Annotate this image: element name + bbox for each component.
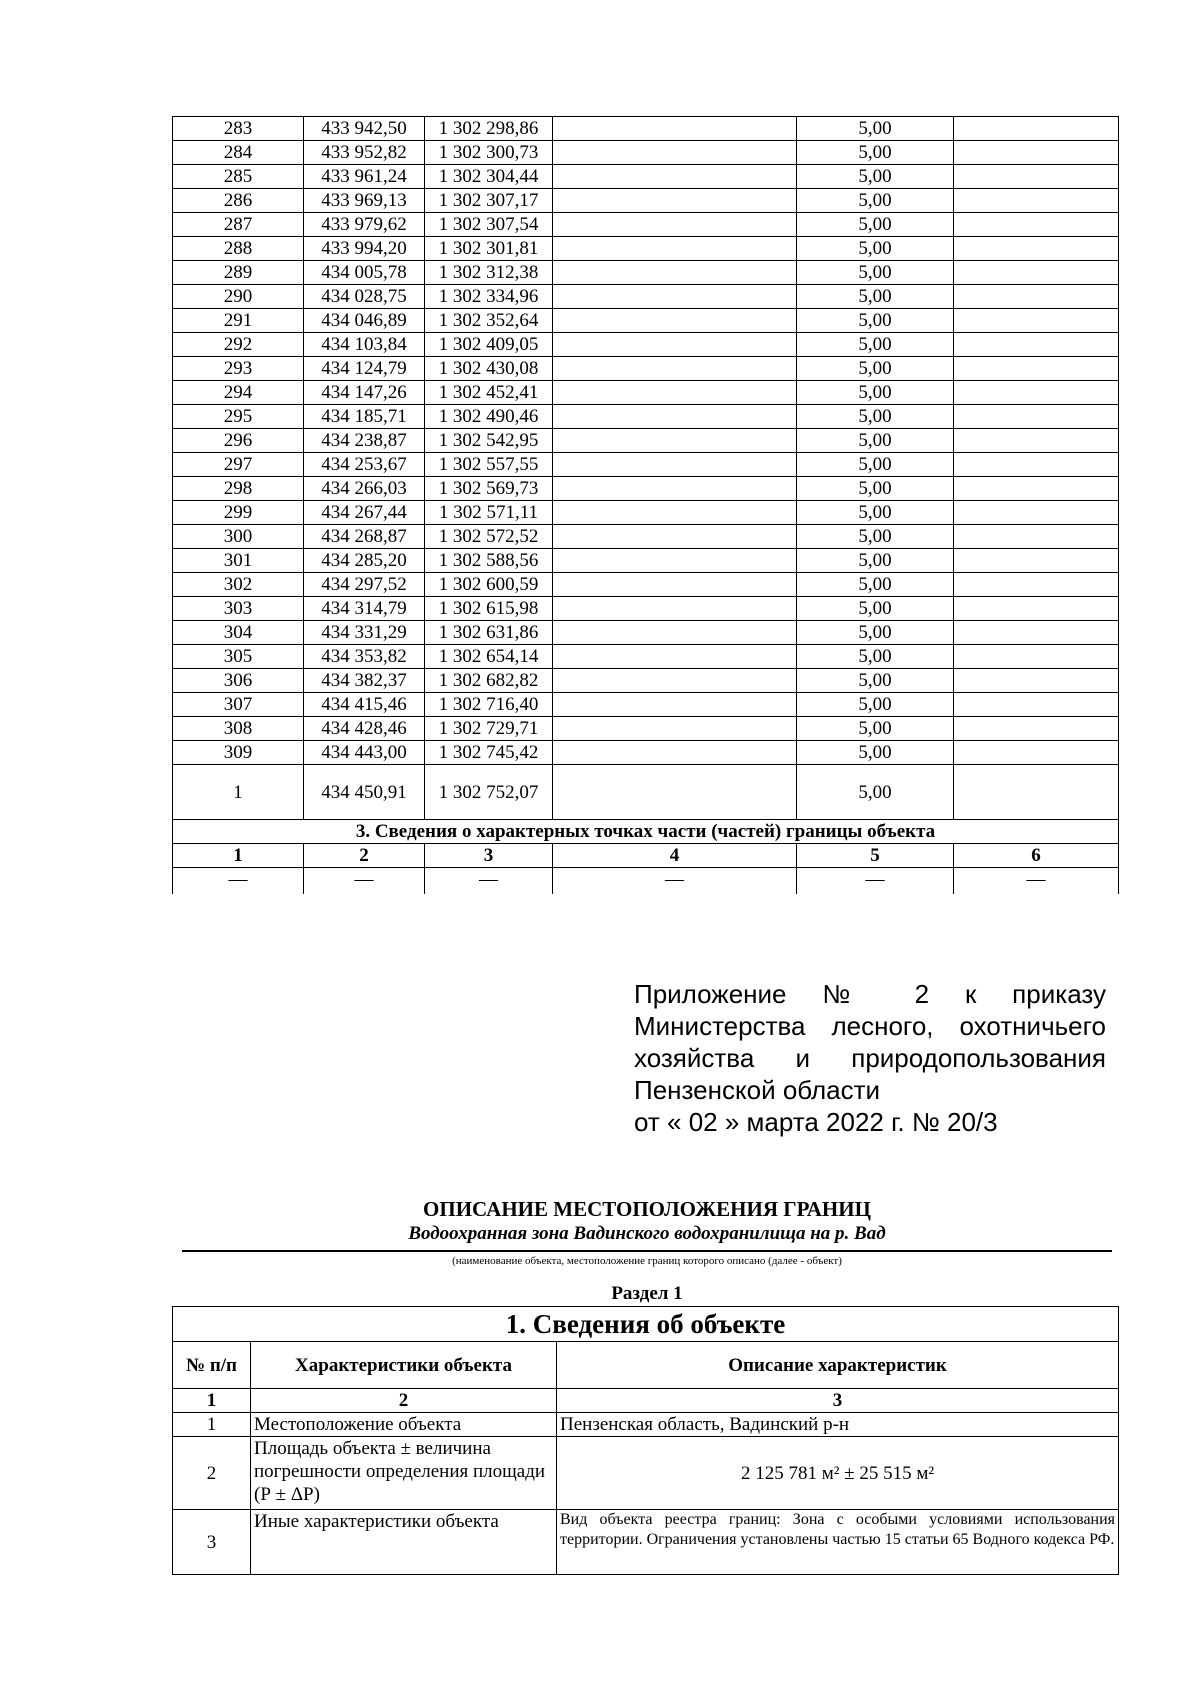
table-row [173,1510,1119,1575]
table-row [173,189,1119,213]
row-characteristic: Иные характеристики объекта [251,1510,557,1575]
method-cell [553,477,797,501]
y-coordinate-cell: 1 302 631,86 [425,621,553,645]
method-cell [553,381,797,405]
x-coordinate-cell: 434 124,79 [304,357,425,381]
dash-cell: — [304,868,425,895]
table-row [173,165,1119,189]
point-number-cell: 308 [173,717,304,741]
method-cell [553,645,797,669]
point-number-cell: 283 [173,117,304,141]
precision-cell: 5,00 [797,261,954,285]
method-cell [553,453,797,477]
table-row [173,309,1119,333]
table-row [173,621,1119,645]
y-coordinate-cell: 1 302 745,42 [425,741,553,765]
precision-cell: 5,00 [797,525,954,549]
y-coordinate-cell: 1 302 600,59 [425,573,553,597]
precision-cell: 5,00 [797,213,954,237]
section-title: Раздел 1 [611,1283,683,1304]
method-cell [553,573,797,597]
table-row [173,405,1119,429]
description-cell [954,381,1119,405]
precision-cell: 5,00 [797,381,954,405]
point-number-cell: 286 [173,189,304,213]
description-cell [954,309,1119,333]
row-number: 1 [173,1413,251,1437]
object-info-table [172,1306,1119,1575]
x-coordinate-cell: 434 253,67 [304,453,425,477]
col-header-characteristic: Характеристики объекта [251,1342,557,1389]
method-cell [553,525,797,549]
y-coordinate-cell: 1 302 301,81 [425,237,553,261]
table-row [173,213,1119,237]
point-number-cell: 299 [173,501,304,525]
table-row [173,429,1119,453]
description-cell [954,765,1119,820]
col-number-3: 3 [557,1389,1119,1413]
table-row [173,1413,1119,1437]
object-name-caption: (наименование объекта, местоположение границ которого описано (далее - объект) [452,1255,842,1267]
description-cell [954,261,1119,285]
table-row [173,645,1119,669]
precision-cell: 5,00 [797,645,954,669]
dash-cell: — [954,868,1119,895]
precision-cell: 5,00 [797,501,954,525]
table-row [173,669,1119,693]
x-coordinate-cell: 434 267,44 [304,501,425,525]
y-coordinate-cell: 1 302 682,82 [425,669,553,693]
appendix-line-2: Министерства лесного, охотничьего [634,1011,1106,1041]
y-coordinate-cell: 1 302 307,17 [425,189,553,213]
description-cell [954,165,1119,189]
precision-cell: 5,00 [797,717,954,741]
info-table-title: 1. Сведения об объекте [173,1307,1119,1342]
appendix-note [634,978,1106,1138]
table-row [173,261,1119,285]
precision-cell: 5,00 [797,573,954,597]
description-cell [954,117,1119,141]
description-cell [954,717,1119,741]
description-cell [954,621,1119,645]
method-cell [553,189,797,213]
y-coordinate-cell: 1 302 300,73 [425,141,553,165]
dash-cell: — [173,868,304,895]
description-cell [954,525,1119,549]
x-coordinate-cell: 434 046,89 [304,309,425,333]
point-number-cell: 300 [173,525,304,549]
point-number-cell: 294 [173,381,304,405]
point-number-cell: 298 [173,477,304,501]
y-coordinate-cell: 1 302 312,38 [425,261,553,285]
precision-cell: 5,00 [797,693,954,717]
description-cell [954,573,1119,597]
y-coordinate-cell: 1 302 569,73 [425,477,553,501]
x-coordinate-cell: 434 266,03 [304,477,425,501]
x-coordinate-cell: 434 450,91 [304,765,425,820]
table-row [173,453,1119,477]
precision-cell: 5,00 [797,549,954,573]
x-coordinate-cell: 433 952,82 [304,141,425,165]
method-cell [553,333,797,357]
appendix-line-5: от « 02 » марта 2022 г. № 20/3 [634,1107,998,1137]
table-row [173,141,1119,165]
method-cell [553,117,797,141]
appendix-line-3: хозяйства и природопользования [634,1043,1106,1073]
row-description: 2 125 781 м² ± 25 515 м² [557,1437,1119,1510]
point-number-cell: 307 [173,693,304,717]
precision-cell: 5,00 [797,429,954,453]
dash-cell: — [553,868,797,895]
x-coordinate-cell: 434 285,20 [304,549,425,573]
coordinates-table-body [173,117,1119,895]
table-row [173,693,1119,717]
precision-cell: 5,00 [797,237,954,261]
table-row [173,573,1119,597]
table-row [173,597,1119,621]
point-number-cell: 295 [173,405,304,429]
table-row [173,525,1119,549]
row-description: Вид объекта реестра границ: Зона с особыми условиями использования территории. Ограничения установлены частью 15 статьи 65 Водного кодекса РФ. [557,1510,1119,1575]
description-cell [954,285,1119,309]
table-row [173,117,1119,141]
col-number: 1 [173,844,304,868]
precision-cell: 5,00 [797,621,954,645]
point-number-cell: 289 [173,261,304,285]
point-number-cell: 301 [173,549,304,573]
section3-colnum-row [173,844,1119,868]
table-row [173,765,1119,820]
point-number-cell: 291 [173,309,304,333]
description-cell [954,333,1119,357]
precision-cell: 5,00 [797,669,954,693]
method-cell [553,501,797,525]
y-coordinate-cell: 1 302 571,11 [425,501,553,525]
y-coordinate-cell: 1 302 307,54 [425,213,553,237]
precision-cell: 5,00 [797,309,954,333]
x-coordinate-cell: 434 103,84 [304,333,425,357]
precision-cell: 5,00 [797,165,954,189]
x-coordinate-cell: 434 297,52 [304,573,425,597]
point-number-cell: 290 [173,285,304,309]
description-cell [954,741,1119,765]
row-description: Пензенская область, Вадинский р-н [557,1413,1119,1437]
description-cell [954,693,1119,717]
y-coordinate-cell: 1 302 298,86 [425,117,553,141]
row-number: 3 [173,1510,251,1575]
precision-cell: 5,00 [797,285,954,309]
description-cell [954,189,1119,213]
point-number-cell: 288 [173,237,304,261]
y-coordinate-cell: 1 302 542,95 [425,429,553,453]
method-cell [553,549,797,573]
appendix-line-1: Приложение № 2 к приказу [634,979,1106,1009]
x-coordinate-cell: 434 314,79 [304,597,425,621]
description-cell [954,669,1119,693]
precision-cell: 5,00 [797,333,954,357]
dash-cell: — [425,868,553,895]
section3-title: 3. Сведения о характерных точках части (частей) границы объекта [173,820,1119,844]
section3-title-row [173,820,1119,844]
x-coordinate-cell: 434 428,46 [304,717,425,741]
method-cell [553,357,797,381]
document-title: ОПИСАНИЕ МЕСТОПОЛОЖЕНИЯ ГРАНИЦ [423,1197,871,1221]
y-coordinate-cell: 1 302 572,52 [425,525,553,549]
col-header-description: Описание характеристик [557,1342,1119,1389]
table-row [173,285,1119,309]
method-cell [553,213,797,237]
x-coordinate-cell: 433 969,13 [304,189,425,213]
y-coordinate-cell: 1 302 654,14 [425,645,553,669]
table-row [173,333,1119,357]
x-coordinate-cell: 434 353,82 [304,645,425,669]
table-row [173,357,1119,381]
object-name-underline [182,1250,1112,1252]
y-coordinate-cell: 1 302 557,55 [425,453,553,477]
info-table-header-row [173,1342,1119,1389]
col-header-number: № п/п [173,1342,251,1389]
col-number: 4 [553,844,797,868]
method-cell [553,405,797,429]
col-number: 6 [954,844,1119,868]
method-cell [553,717,797,741]
x-coordinate-cell: 433 961,24 [304,165,425,189]
precision-cell: 5,00 [797,357,954,381]
precision-cell: 5,00 [797,597,954,621]
point-number-cell: 304 [173,621,304,645]
table-row [173,549,1119,573]
info-table-title-row [173,1307,1119,1342]
point-number-cell: 306 [173,669,304,693]
table-row [173,501,1119,525]
y-coordinate-cell: 1 302 304,44 [425,165,553,189]
precision-cell: 5,00 [797,117,954,141]
info-table-colnum-row [173,1389,1119,1413]
point-number-cell: 303 [173,597,304,621]
y-coordinate-cell: 1 302 452,41 [425,381,553,405]
col-number: 3 [425,844,553,868]
precision-cell: 5,00 [797,405,954,429]
x-coordinate-cell: 433 942,50 [304,117,425,141]
description-cell [954,597,1119,621]
x-coordinate-cell: 434 443,00 [304,741,425,765]
y-coordinate-cell: 1 302 729,71 [425,717,553,741]
y-coordinate-cell: 1 302 409,05 [425,333,553,357]
y-coordinate-cell: 1 302 752,07 [425,765,553,820]
coordinates-table [172,116,1119,894]
method-cell [553,621,797,645]
method-cell [553,429,797,453]
table-row [173,237,1119,261]
method-cell [553,765,797,820]
description-cell [954,357,1119,381]
description-cell [954,405,1119,429]
precision-cell: 5,00 [797,477,954,501]
x-coordinate-cell: 434 028,75 [304,285,425,309]
table-row [173,1437,1119,1510]
x-coordinate-cell: 434 185,71 [304,405,425,429]
description-cell [954,477,1119,501]
row-characteristic: Площадь объекта ± величина погрешности определения площади (Р ± ΔР) [251,1437,557,1510]
method-cell [553,309,797,333]
y-coordinate-cell: 1 302 334,96 [425,285,553,309]
row-characteristic: Местоположение объекта [251,1413,557,1437]
y-coordinate-cell: 1 302 615,98 [425,597,553,621]
point-number-cell: 309 [173,741,304,765]
table-row [173,717,1119,741]
col-number-1: 1 [173,1389,251,1413]
description-cell [954,429,1119,453]
point-number-cell: 284 [173,141,304,165]
dash-cell: — [797,868,954,895]
description-cell [954,501,1119,525]
description-cell [954,453,1119,477]
x-coordinate-cell: 434 331,29 [304,621,425,645]
point-number-cell: 285 [173,165,304,189]
point-number-cell: 1 [173,765,304,820]
point-number-cell: 302 [173,573,304,597]
col-number-2: 2 [251,1389,557,1413]
precision-cell: 5,00 [797,189,954,213]
description-cell [954,237,1119,261]
appendix-line-4: Пензенской области [634,1075,881,1105]
precision-cell: 5,00 [797,453,954,477]
precision-cell: 5,00 [797,741,954,765]
method-cell [553,237,797,261]
col-number: 2 [304,844,425,868]
point-number-cell: 297 [173,453,304,477]
method-cell [553,261,797,285]
x-coordinate-cell: 434 005,78 [304,261,425,285]
description-cell [954,549,1119,573]
table-row [173,477,1119,501]
point-number-cell: 305 [173,645,304,669]
y-coordinate-cell: 1 302 490,46 [425,405,553,429]
precision-cell: 5,00 [797,141,954,165]
x-coordinate-cell: 434 268,87 [304,525,425,549]
method-cell [553,597,797,621]
description-cell [954,141,1119,165]
point-number-cell: 296 [173,429,304,453]
x-coordinate-cell: 434 382,37 [304,669,425,693]
method-cell [553,285,797,309]
x-coordinate-cell: 434 415,46 [304,693,425,717]
table-row [173,741,1119,765]
method-cell [553,165,797,189]
precision-cell: 5,00 [797,765,954,820]
x-coordinate-cell: 433 994,20 [304,237,425,261]
col-number: 5 [797,844,954,868]
object-name: Водоохранная зона Вадинского водохранилища на р. Вад [408,1223,886,1244]
x-coordinate-cell: 434 147,26 [304,381,425,405]
y-coordinate-cell: 1 302 588,56 [425,549,553,573]
y-coordinate-cell: 1 302 430,08 [425,357,553,381]
method-cell [553,669,797,693]
x-coordinate-cell: 433 979,62 [304,213,425,237]
method-cell [553,141,797,165]
row-number: 2 [173,1437,251,1510]
point-number-cell: 293 [173,357,304,381]
x-coordinate-cell: 434 238,87 [304,429,425,453]
y-coordinate-cell: 1 302 716,40 [425,693,553,717]
table-row [173,381,1119,405]
description-cell [954,213,1119,237]
method-cell [553,741,797,765]
section3-empty-row [173,868,1119,895]
method-cell [553,693,797,717]
point-number-cell: 292 [173,333,304,357]
y-coordinate-cell: 1 302 352,64 [425,309,553,333]
point-number-cell: 287 [173,213,304,237]
description-cell [954,645,1119,669]
